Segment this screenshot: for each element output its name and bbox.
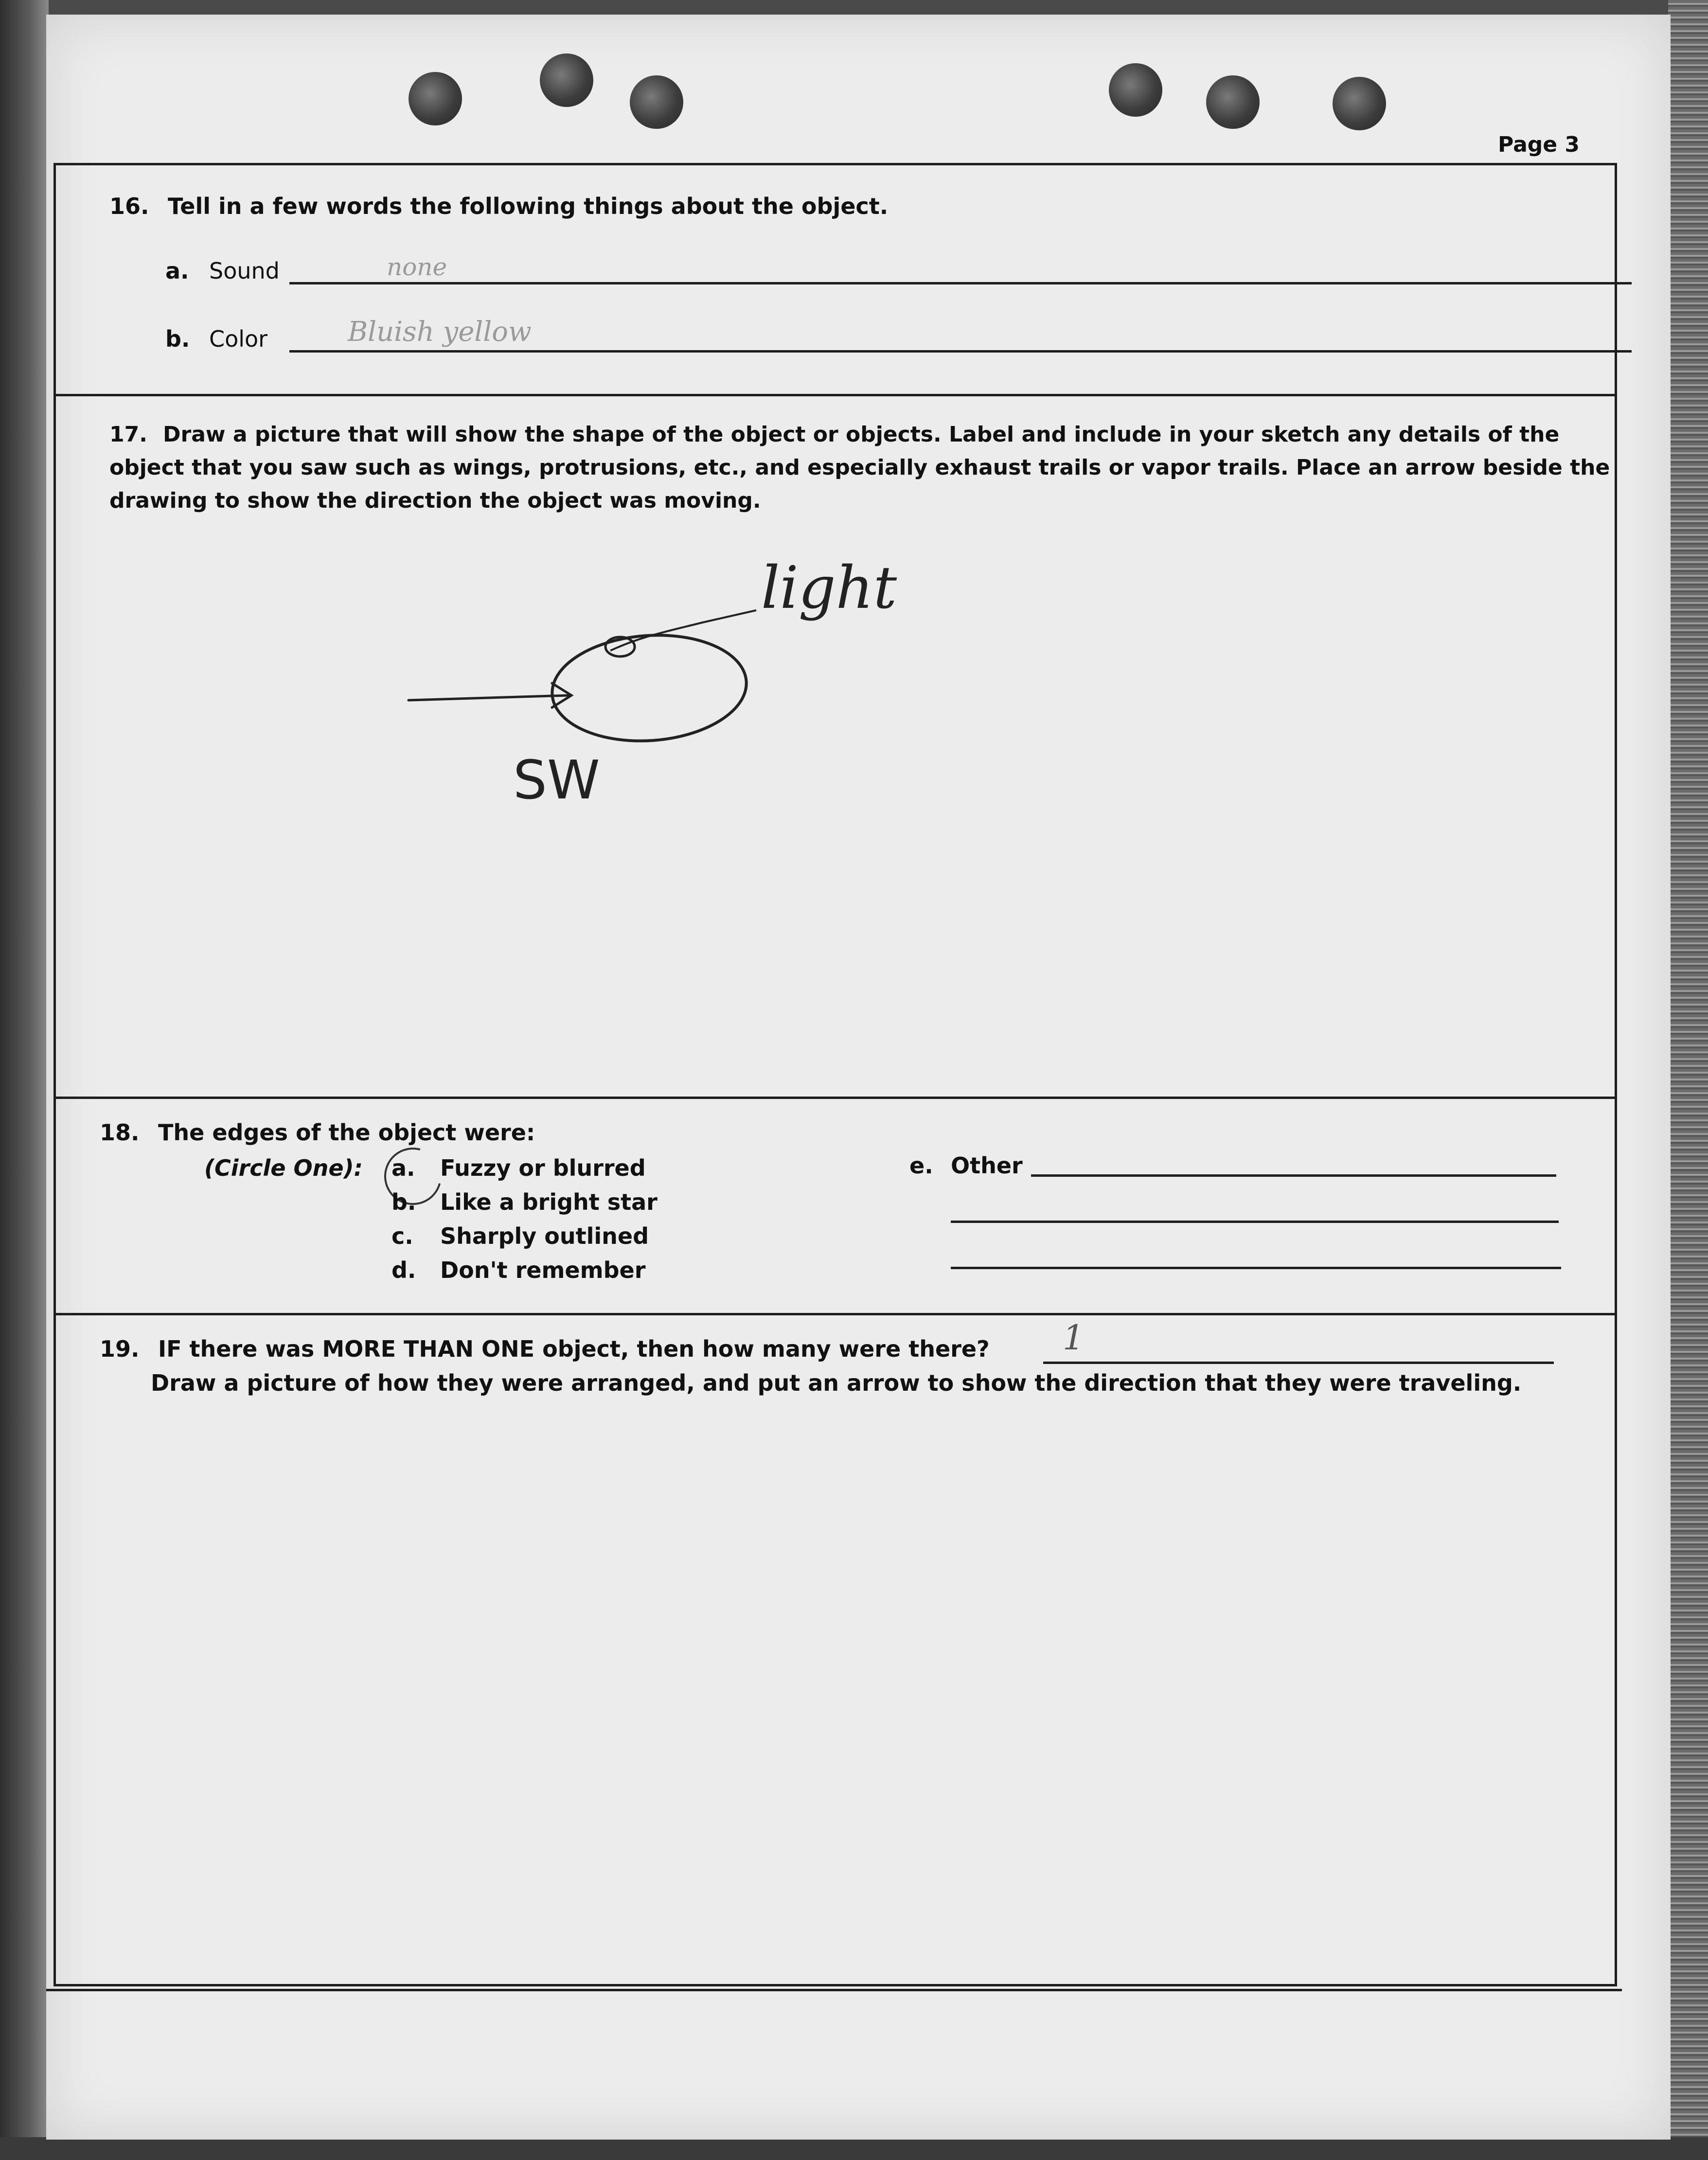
q16-sound-answer: none (387, 253, 447, 281)
q18-option-a-letter: a. (391, 1155, 415, 1181)
q16-color-label: Color (209, 326, 268, 352)
q19-number: 19. (100, 1336, 140, 1362)
q18-option-e-letter: e. (909, 1152, 933, 1179)
q19-question (100, 1332, 990, 1365)
q16-sound-letter: a. (165, 258, 189, 284)
scan-margin-right (1668, 0, 1708, 2160)
q18-number: 18. (100, 1119, 140, 1146)
divider-17-18 (53, 1097, 1617, 1099)
q17-number: 17. (109, 422, 147, 447)
q19-answer: 1 (1063, 1318, 1085, 1358)
scan-margin-left (0, 0, 49, 2160)
q17-text: Draw a picture that will show the shape of the object or objects. Label and include in your sketch any details of the object that you saw such as wings, protrusions, etc., and especially exhaust trails or vapor trails. Place an arrow beside the drawing to show the direction the object was moving. (109, 422, 1610, 513)
q18-option-b-text: Like a bright star (440, 1189, 658, 1215)
q16-color-letter: b. (165, 326, 190, 352)
light-pointer-line (610, 610, 756, 651)
q18-other-line-1 (1031, 1174, 1556, 1177)
divider-16-17 (53, 394, 1617, 396)
q18-option-a-text: Fuzzy or blurred (440, 1155, 646, 1181)
q18-option-d-text: Don't remember (440, 1257, 646, 1283)
q19-text-1: IF there was MORE THAN ONE object, then how many were there? (158, 1336, 990, 1362)
direction-arrow-icon (409, 683, 571, 708)
punch-hole-6 (1333, 77, 1386, 130)
q18-circle-label: (Circle One): (204, 1155, 363, 1181)
divider-18-19 (53, 1313, 1617, 1315)
sketch-light-label: light (761, 554, 897, 622)
q18-option-b-letter: b. (391, 1189, 416, 1215)
q18-question (100, 1116, 535, 1149)
q16-sound-line (289, 282, 1632, 284)
punch-hole-1 (409, 72, 462, 125)
q16-number: 16. (109, 193, 149, 219)
q16-question (109, 190, 888, 223)
q18-text: The edges of the object were: (158, 1119, 535, 1146)
q16-color-answer: Bluish yellow (348, 316, 532, 348)
q18-other-line-2 (951, 1221, 1559, 1223)
q19-answer-line (1043, 1362, 1554, 1364)
q18-option-d-letter: d. (391, 1257, 416, 1283)
punch-hole-2 (540, 53, 593, 107)
punch-hole-3 (630, 75, 683, 129)
q18-option-e-text: Other (951, 1152, 1023, 1179)
q18-option-c-letter: c. (391, 1223, 413, 1249)
page-number: Page 3 (1498, 132, 1580, 157)
q17-question (109, 418, 1641, 517)
q19-text-2: Draw a picture of how they were arranged, and put an arrow to show the direction that they were traveling. (151, 1370, 1522, 1396)
scan-margin-bottom (0, 2137, 1708, 2160)
q18-option-c-text: Sharply outlined (440, 1223, 649, 1249)
sketch-direction-label: SW (513, 749, 600, 811)
q16-text: Tell in a few words the following things about the object. (168, 193, 889, 219)
object-outline (549, 629, 750, 747)
q17-sketch (387, 549, 1019, 841)
q18-other-line-3 (951, 1267, 1561, 1269)
q16-sound-label: Sound (209, 258, 280, 284)
bottom-rule (46, 1989, 1622, 1991)
q16-color-line (289, 350, 1632, 353)
form-page (46, 15, 1671, 2140)
punch-hole-4 (1109, 63, 1162, 117)
q19-question-line-2 (151, 1366, 1521, 1399)
punch-hole-5 (1206, 75, 1260, 129)
